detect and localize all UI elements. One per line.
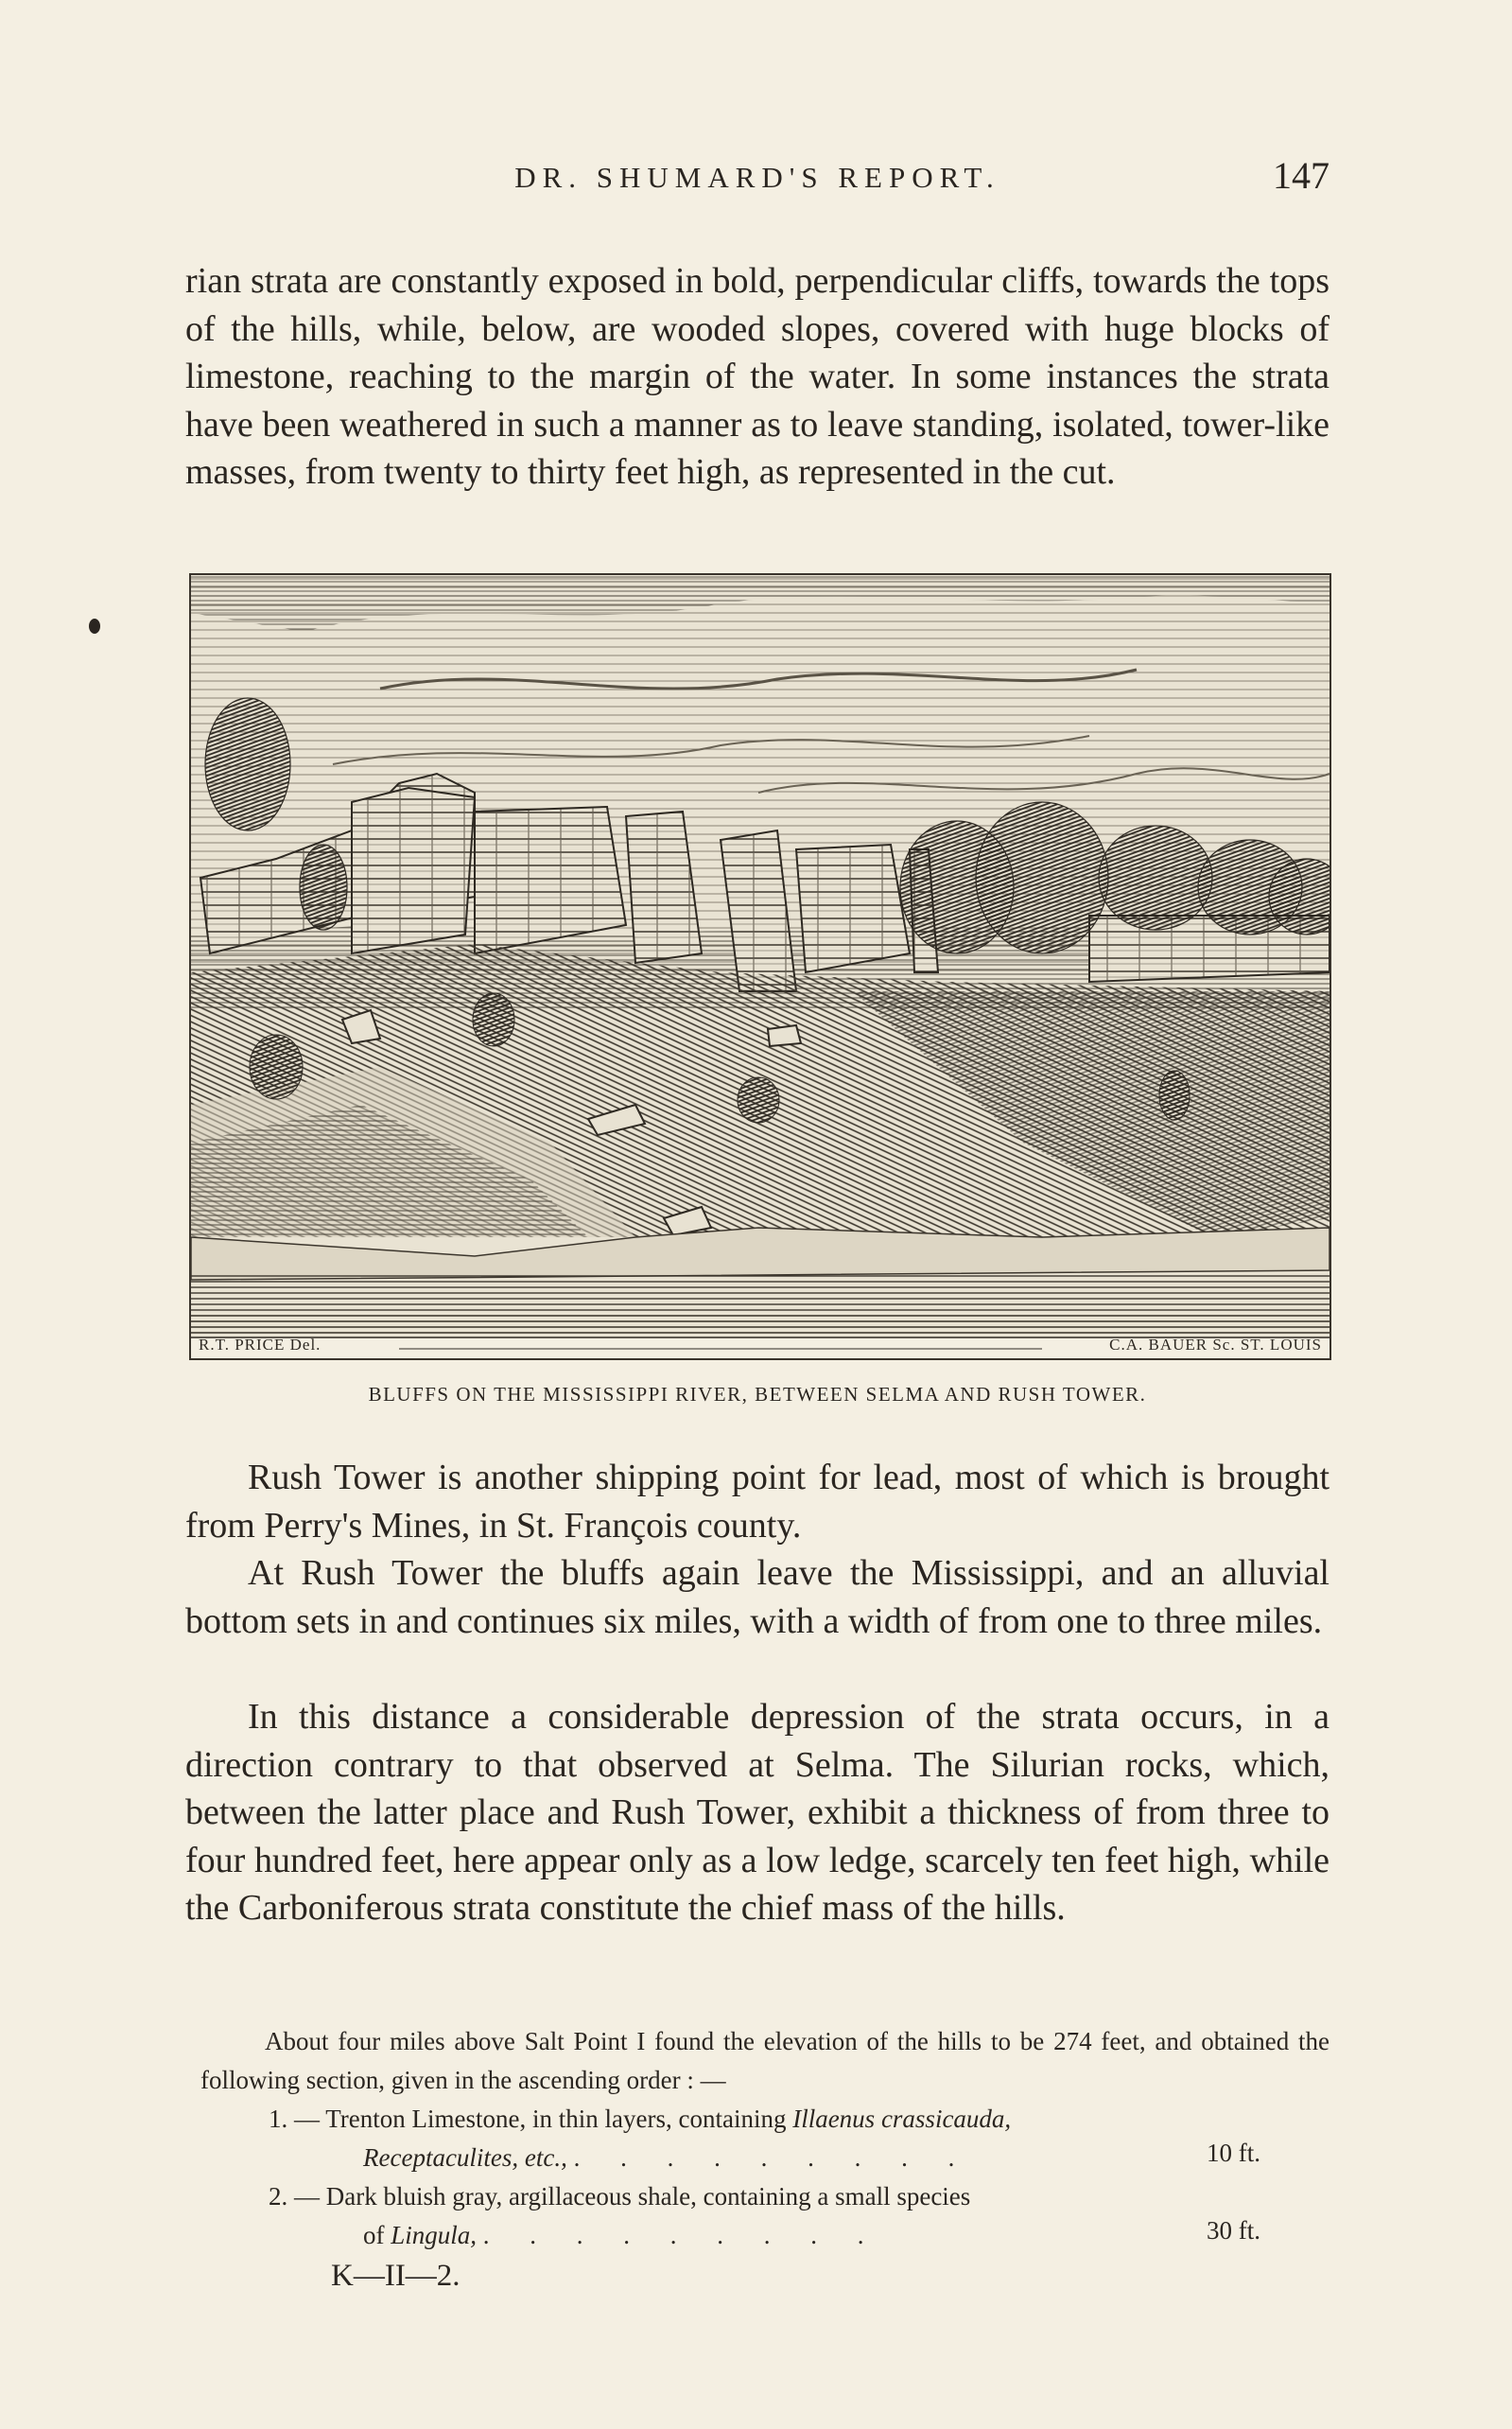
layer-2-thickness: 30 ft.: [1207, 2216, 1260, 2245]
layer-2-continuation: [363, 2216, 881, 2255]
running-head: [185, 151, 1330, 199]
layer-2-cont-prefix: of: [363, 2221, 385, 2249]
engraver-credit-right: C.A. BAUER Sc. ST. LOUIS: [1109, 1336, 1322, 1354]
bluffs-engraving: [191, 575, 1330, 1358]
layer-1-leader-dots: . . . . . . . . .: [573, 2143, 972, 2172]
page-number: 147: [1273, 154, 1330, 197]
layer-2-number: 2. —: [269, 2182, 320, 2211]
layer-2-fossil: Lingula,: [391, 2221, 478, 2249]
ink-speck-icon: [85, 615, 104, 638]
engraving-figure: [189, 573, 1331, 1360]
paragraph-1: rian strata are constantly exposed in bold, perpendicular cliffs, towards the tops of the hills, while, below, are wooded slopes, covered with huge blocks of limestone, reaching to the margin of the water. In some instances the strata have been weathered in such a manner as to leave standing, isolated, tower-like masses, from twenty to thirty feet high, as represented in the cut.: [185, 261, 1330, 492]
layer-1-cont: Receptaculites, etc.,: [363, 2143, 567, 2172]
layer-1-line: [269, 2100, 1011, 2139]
paragraph-3: At Rush Tower the bluffs again leave the Mississippi, and an alluvial bottom sets in and continues six miles, with a width of from one to three miles.: [185, 1553, 1330, 1641]
running-title: DR. SHUMARD'S REPORT.: [514, 161, 1000, 194]
layer-1-text: Trenton Limestone, in thin layers, containing: [325, 2105, 787, 2133]
paragraph-2: Rush Tower is another shipping point for lead, most of which is brought from Perry's Mines, in St. François county.: [185, 1458, 1330, 1546]
figure-caption: BLUFFS ON THE MISSISSIPPI RIVER, BETWEEN SELMA AND RUSH TOWER.: [368, 1383, 1147, 1406]
layer-1-thickness: 10 ft.: [1207, 2139, 1260, 2167]
layer-1-fossil: Illaenus crassicauda,: [792, 2105, 1012, 2133]
layer-2-text: Dark bluish gray, argillaceous shale, containing a small species: [325, 2182, 971, 2211]
layer-1-number: 1. —: [269, 2105, 320, 2133]
section-intro: About four miles above Salt Point I found the elevation of the hills to be 274 feet, and obtained the following section, given in the ascending order : —: [200, 2027, 1330, 2094]
layer-2-leader-dots: . . . . . . . . .: [482, 2221, 881, 2249]
engraver-credit-left: R.T. PRICE Del.: [199, 1336, 322, 1354]
paragraph-4: In this distance a considerable depression of the strata occurs, in a direction contrary to that observed at Selma. The Silurian rocks, which, between the latter place and Rush Tower, exhibit a thickness of from three to four hundred feet, here appear only as a low ledge, scarcely ten feet high, while the Carboniferous strata constitute the chief mass of the hills.: [185, 1697, 1330, 1928]
layer-1-continuation: [363, 2139, 971, 2177]
layer-2-line: [269, 2177, 970, 2216]
signature-mark: K—II—2.: [331, 2259, 461, 2293]
